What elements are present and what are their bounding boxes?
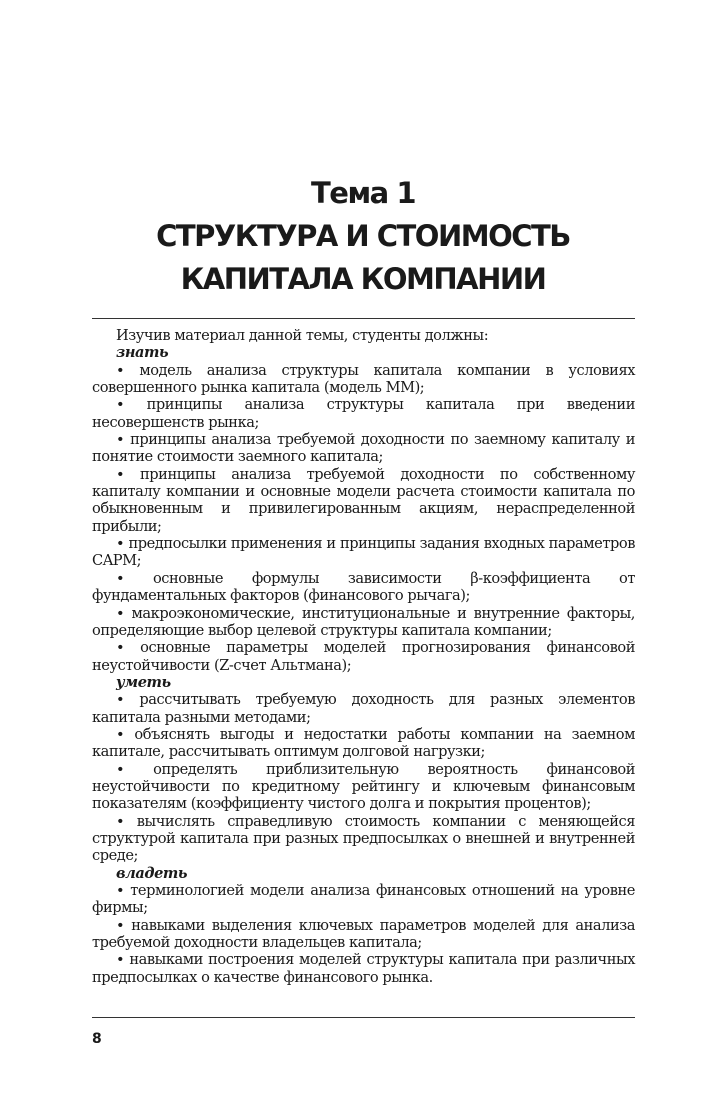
list-item: • модель анализа структуры капитала компании в условиях совершенного рынка капитала (модель ММ); <box>92 361 635 397</box>
list-item: • основные параметры моделей прогнозирования финансовой неустойчивости (Z-счет Альтмана); <box>92 639 635 674</box>
list-item: • определять приблизительную вероятность финансовой неустойчивости по кредитному рейтингу и ключевым финансовым показателям (коэффициенту чистого долга и покрытия процентов); <box>92 760 635 813</box>
list-item: • рассчитывать требуемую доходность для разных элементов капитала разными методами; <box>92 691 635 726</box>
chapter-title-line-1: СТРУКТУРА И СТОИМОСТЬ <box>156 219 570 253</box>
section-label-can: уметь <box>116 673 171 691</box>
chapter-title-line-2: КАПИТАЛА КОМПАНИИ <box>180 262 546 296</box>
bullet-icon: • <box>116 604 125 622</box>
list-item: • навыками выделения ключевых параметров моделей для анализа требуемой доходности владельцев капитала; <box>92 916 635 952</box>
bullet-icon: • <box>116 535 125 553</box>
list-item: • основные формулы зависимости β-коэффициента от фундаментальных факторов (финансового рычага); <box>92 569 635 605</box>
bullet-icon: • <box>116 760 125 778</box>
bullet-icon: • <box>116 465 125 483</box>
list-item: • предпосылки применения и принципы задания входных параметров CAPM; <box>92 535 635 570</box>
bullet-icon: • <box>116 812 125 830</box>
list-item: • вычислять справедливую стоимость компании с меняющейся структурой капитала при разных предпосылках о внешней и внутренней среде; <box>92 812 635 865</box>
section-label-know: знать <box>116 344 169 362</box>
list-item: • макроэкономические, институциональные и внутренние факторы, определяющие выбор целевой структуры капитала компании; <box>92 604 635 639</box>
bullet-icon: • <box>116 396 125 414</box>
bullet-icon: • <box>116 431 125 449</box>
top-divider <box>92 318 635 319</box>
learning-outcomes <box>92 327 635 986</box>
intro-text: Изучив материал данной темы, студенты должны: <box>116 327 489 344</box>
bottom-divider <box>92 1017 635 1018</box>
bullet-icon: • <box>116 569 125 587</box>
list-item: • навыками построения моделей структуры капитала при различных предпосылках о качестве финансового рынка. <box>92 951 635 986</box>
bullet-icon: • <box>116 691 125 709</box>
list-item: • терминологией модели анализа финансовых отношений на уровне фирмы; <box>92 882 635 917</box>
bullet-icon: • <box>116 916 125 934</box>
bullet-icon: • <box>116 361 125 379</box>
bullet-icon: • <box>116 882 125 899</box>
list-item: • принципы анализа требуемой доходности по собственному капиталу компании и основные модели расчета стоимости капитала по обыкновенным и привилегированным акциям, нераспределенной прибыли; <box>92 465 635 535</box>
topic-number: Тема 1 <box>311 176 415 210</box>
list-item: • принципы анализа требуемой доходности по заемному капиталу и понятие стоимости заемного капитала; <box>92 431 635 466</box>
list-item: • принципы анализа структуры капитала при введении несовершенств рынка; <box>92 396 635 431</box>
chapter-heading <box>0 172 726 301</box>
bullet-icon: • <box>116 639 125 657</box>
bullet-icon: • <box>116 951 125 969</box>
bullet-icon: • <box>116 725 125 743</box>
list-item: • объяснять выгоды и недостатки работы компании на заемном капитале, рассчитывать оптимум долговой нагрузки; <box>92 725 635 761</box>
section-label-master: владеть <box>116 864 188 882</box>
page-number: 8 <box>92 1031 102 1047</box>
